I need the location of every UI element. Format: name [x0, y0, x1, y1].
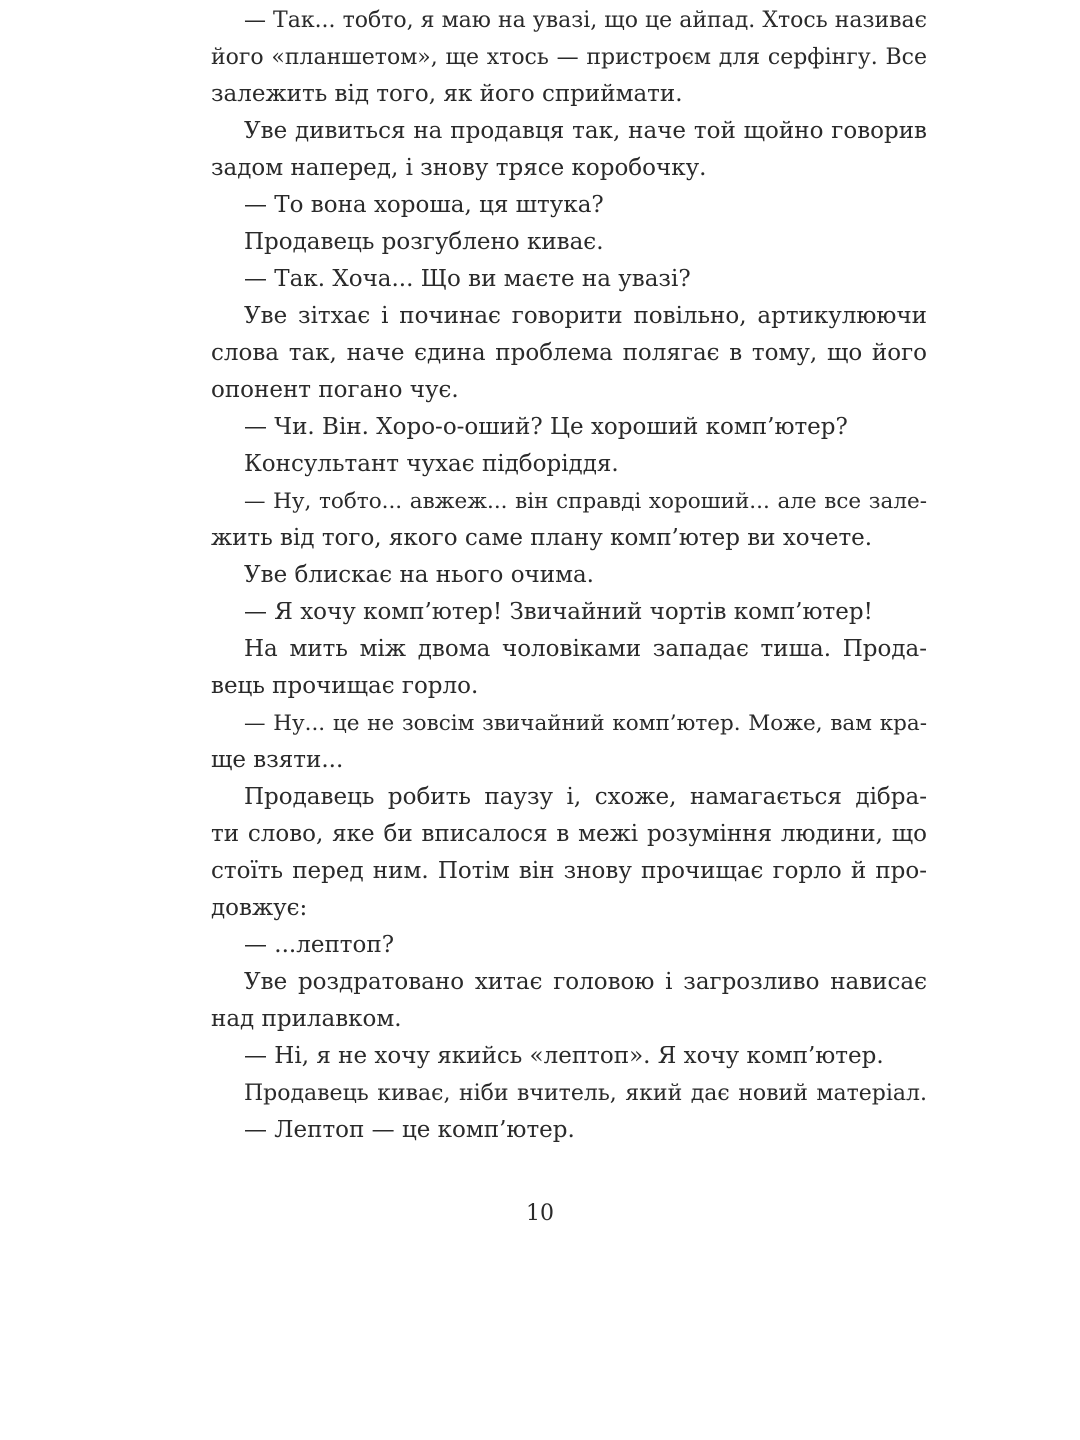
text-line: ще взяти...	[211, 747, 344, 773]
text-line: — Лептоп — це комп’ютер.	[244, 1117, 575, 1143]
text-line: Продавець робить паузу і, схоже, намагається дібра-	[244, 784, 927, 810]
text-line: — Так... тобто, я маю на увазі, що це айпад. Хтось називає	[244, 8, 927, 33]
text-line: — ...лептоп?	[244, 932, 395, 958]
text-line: Уве блискає на нього очима.	[244, 562, 594, 588]
text-line: — Ні, я не хочу якийсь «лептоп». Я хочу комп’ютер.	[244, 1043, 884, 1069]
text-line: Консультант чухає підборіддя.	[244, 451, 619, 477]
text-line: — Я хочу комп’ютер! Звичайний чортів комп’ютер!	[244, 599, 873, 625]
text-line: вець прочищає горло.	[211, 673, 479, 699]
text-line: Уве дивиться на продавця так, наче той щойно говорив	[244, 118, 927, 144]
text-line: — Ну, тобто... авжеж... він справді хороший... але все зале-	[244, 489, 927, 514]
text-line: Продавець киває, ніби вчитель, який дає новий матеріал.	[244, 1081, 927, 1106]
text-line: — Так. Хоча... Що ви маєте на увазі?	[244, 266, 691, 292]
text-line: Уве роздратовано хитає головою і загрозливо нависає	[244, 969, 927, 995]
text-line: залежить від того, як його сприймати.	[211, 81, 683, 107]
text-line: ти слово, яке би вписалося в межі розуміння людини, що	[211, 821, 927, 847]
text-line: На мить між двома чоловіками западає тиша. Прода-	[244, 636, 927, 662]
text-line: — Чи. Він. Хоро-о-оший? Це хороший комп’ютер?	[244, 414, 848, 440]
text-line: його «планшетом», ще хтось — пристроєм для серфінгу. Все	[211, 45, 927, 70]
text-line: довжує:	[211, 895, 308, 921]
text-line: Уве зітхає і починає говорити повільно, артикулюючи	[244, 303, 927, 329]
text-line: слова так, наче єдина проблема полягає в тому, що його	[211, 340, 927, 366]
text-line: — То вона хороша, ця штука?	[244, 192, 604, 218]
text-line: — Ну... це не зовсім звичайний комп’ютер. Може, вам кра-	[244, 711, 927, 736]
text-line: задом наперед, і знову трясе коробочку.	[211, 155, 707, 181]
text-line: жить від того, якого саме плану комп’ютер ви хочете.	[211, 525, 873, 551]
page-number: 10	[526, 1201, 554, 1226]
text-line: опонент погано чує.	[211, 377, 459, 403]
text-line: стоїть перед ним. Потім він знову прочищає горло й про-	[211, 858, 927, 884]
text-line: над прилавком.	[211, 1006, 402, 1032]
text-line: Продавець розгублено киває.	[244, 229, 604, 255]
